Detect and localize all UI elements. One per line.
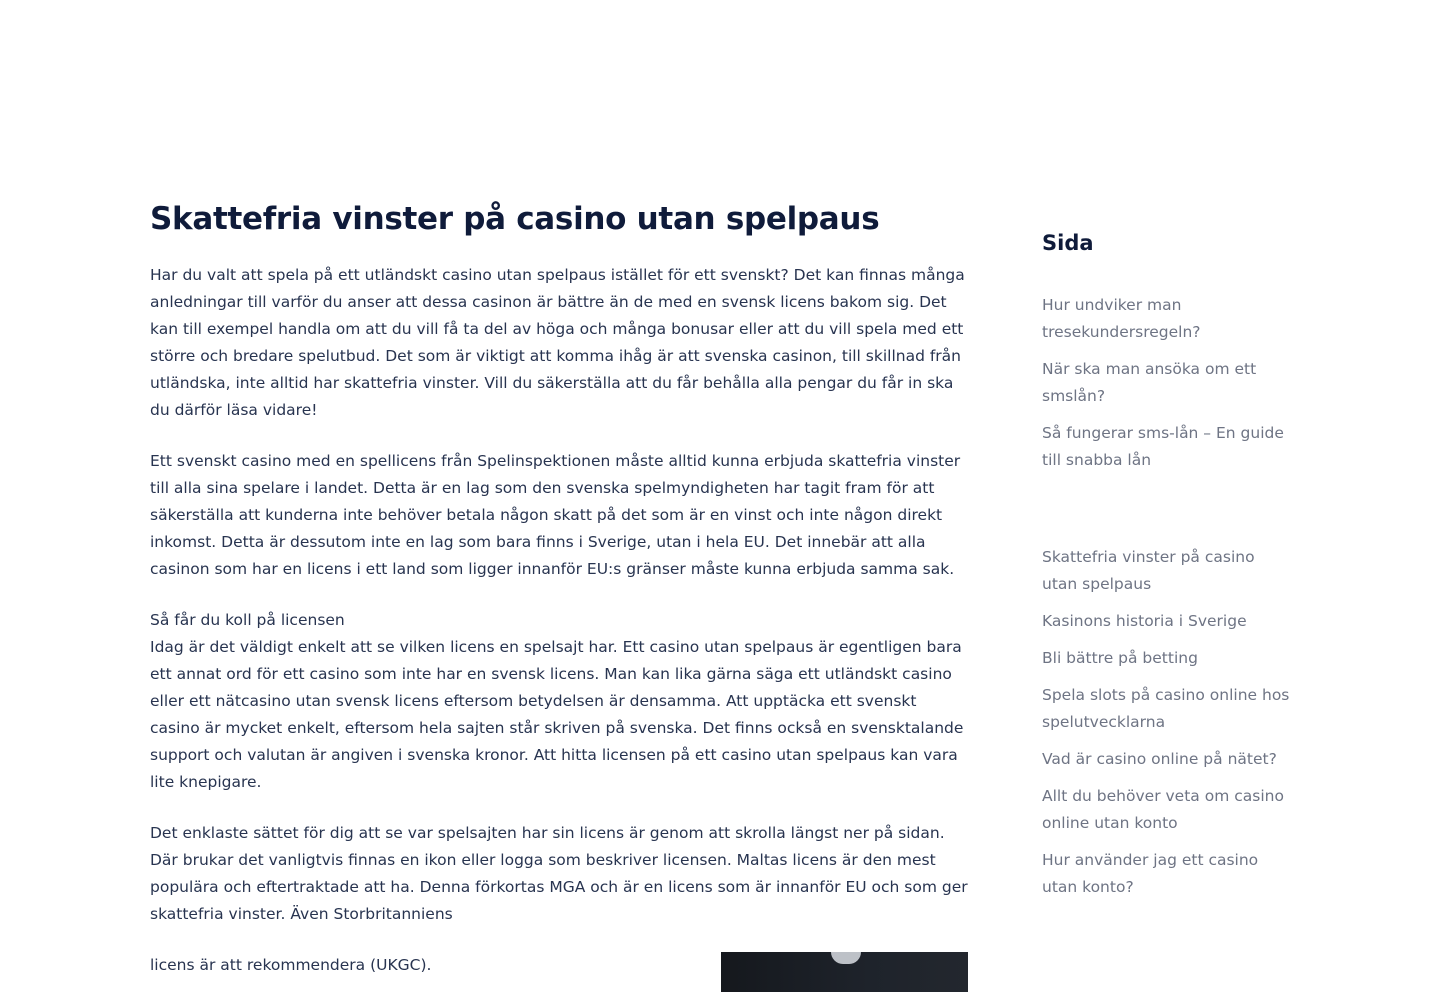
article [150, 198, 968, 992]
article-last-row [150, 952, 968, 992]
sidebar-post-item [1042, 783, 1290, 837]
article-subheading: Så får du koll på licensen [150, 611, 345, 629]
sidebar-post-item [1042, 645, 1290, 672]
article-image [721, 952, 968, 992]
sidebar [1042, 228, 1290, 911]
sidebar-post-link[interactable]: Skattefria vinster på casino utan spelpaus [1042, 548, 1255, 593]
sidebar-post-link[interactable]: Bli bättre på betting [1042, 649, 1198, 667]
sidebar-page-link[interactable]: Så fungerar sms-lån – En guide till snabba lån [1042, 424, 1284, 469]
article-paragraph-1: Har du valt att spela på ett utländskt casino utan spelpaus istället för ett svenskt? Det kan finnas många anledningar till varför du anser att dessa casinon är bättre än de med en svensk licens bakom sig. Det kan till exempel handla om att du vill få ta del av höga och många bonusar eller att du vill spela med ett större och bredare spelutbud. Det som är viktigt att komma ihåg är att svenska casinon, till skillnad från utländska, inte alltid har skattefria vinster. Vill du säkerställa att du får behålla alla pengar du får in ska du därför läsa vidare! [150, 266, 965, 419]
sidebar-post-item [1042, 608, 1290, 635]
article-paragraph-4: Det enklaste sättet för dig att se var spelsajten har sin licens är genom att skrolla längst ner på sidan. Där brukar det vanligtvis finnas en ikon eller logga som beskriver licensen. Maltas licens är den mest populära och eftertraktade att ha. Denna förkortas MGA och är en licens som är innanför EU och som ger skattefria vinster. Även Storbritanniens [150, 824, 968, 923]
header-area [0, 0, 1440, 170]
article-image-highlight [831, 952, 861, 964]
sidebar-post-link[interactable]: Vad är casino online på nätet? [1042, 750, 1277, 768]
sidebar-post-item [1042, 544, 1290, 598]
article-paragraph-2: Ett svenskt casino med en spellicens från Spelinspektionen måste alltid kunna erbjuda skattefria vinster till alla sina spelare i landet. Detta är en lag som den svenska spelmyndigheten har tagit fram för att säkerställa att kunderna inte behöver betala någon skatt på det som är en vinst och inte någon direkt inkomst. Detta är dessutom inte en lag som bara finns i Sverige, utan i hela EU. Det innebär att alla casinon som har en licens i ett land som ligger innanför EU:s gränser måste kunna erbjuda samma sak. [150, 452, 961, 578]
sidebar-widget-title: Sida [1042, 231, 1094, 255]
sidebar-pages-list [1042, 292, 1290, 474]
sidebar-widget-gap [1042, 484, 1290, 544]
sidebar-page-link[interactable]: Hur undviker man tresekundersregeln? [1042, 296, 1201, 341]
article-paragraph-3: Idag är det väldigt enkelt att se vilken licens en spelsajt har. Ett casino utan spelpaus är egentligen bara ett annat ord för ett casino som inte har en svensk licens. Man kan lika gärna säga ett utländskt casino eller ett nätcasino utan svensk licens eftersom betydelsen är densamma. Att upptäcka ett svenskt casino är mycket enkelt, eftersom hela sajten står skriven på svenska. Det finns också en svensktalande support och valutan är angiven i svenska kronor. Att hitta licensen på ett casino utan spelpaus kan vara lite knepigare. [150, 638, 964, 791]
article-title: Skattefria vinster på casino utan spelpaus [150, 201, 880, 237]
article-paragraph-4-end: licens är att rekommendera (UKGC). [150, 956, 432, 974]
sidebar-post-link[interactable]: Hur använder jag ett casino utan konto? [1042, 851, 1259, 896]
sidebar-page-item [1042, 356, 1290, 410]
sidebar-post-item [1042, 746, 1290, 773]
article-section-license [150, 607, 968, 796]
sidebar-post-item [1042, 847, 1290, 901]
sidebar-post-link[interactable]: Allt du behöver veta om casino online utan konto [1042, 787, 1284, 832]
sidebar-post-link[interactable]: Spela slots på casino online hos spelutvecklarna [1042, 686, 1290, 731]
sidebar-page-item [1042, 420, 1290, 474]
sidebar-page-item [1042, 292, 1290, 346]
sidebar-page-link[interactable]: När ska man ansöka om ett smslån? [1042, 360, 1257, 405]
sidebar-posts-list [1042, 544, 1290, 901]
sidebar-post-link[interactable]: Kasinons historia i Sverige [1042, 612, 1247, 630]
sidebar-post-item [1042, 682, 1290, 736]
